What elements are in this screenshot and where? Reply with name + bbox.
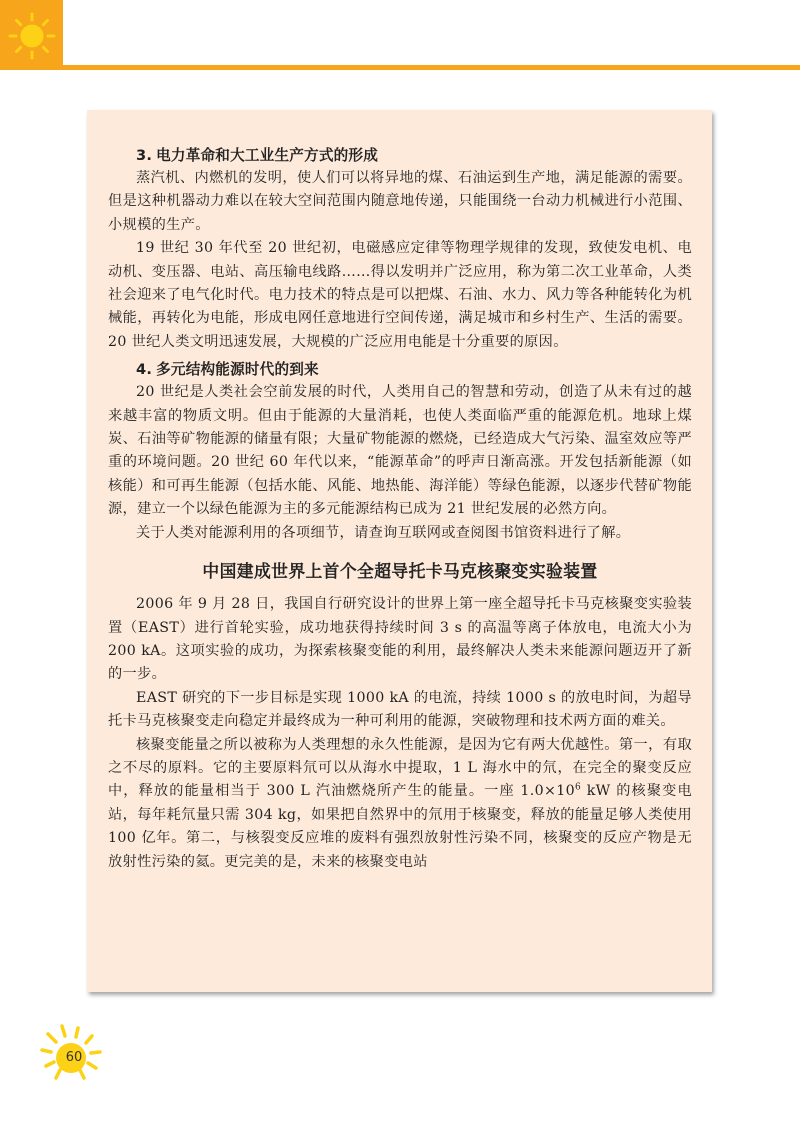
section-3-title: 电力革命和大工业生产方式的形成 [156, 147, 379, 164]
section-3-paragraph-2: 19 世纪 30 年代至 20 世纪初，电磁感应定律等物理学规律的发现，致使发电机、电动机、变压器、电站、高压输电线路……得以发明并广泛应用，称为第二次工业革命，人类社会迎来了电气化时代。电力技术的特点是可以把煤、石油、水力、风力等各种能转化为机械能，再转化为电能，形成电网任意地进行空间传递，满足城市和乡村生产、生活的需要。20 世纪人类文明迅速发展，大规模的广泛应用电能是十分重要的原因。 [108, 240, 692, 350]
section-4-number: 4. [136, 361, 153, 379]
section-4-heading [108, 358, 692, 381]
page-number: 60 [65, 1050, 83, 1065]
box-paragraph-2: EAST 研究的下一步目标是实现 1000 kA 的电流，持续 1000 s 的放电时间，为超导托卡马克核聚变走向稳定并最终成为一种可利用的能源，突破物理和技术两方面的难关。 [108, 689, 692, 730]
section-3-heading [108, 144, 692, 167]
box-paragraph-3-part-1: 核聚变能量之所以被称为人类理想的永久性能源，是因为它有两大优越性。第一，有取之不尽的原料。它的主要原料氘可以从海水中提取，1 L 海水中的氘，在完全的聚变反应中，释放的能量相当于 300 L 汽油燃烧所产生的能量。一座 1.0×10 [108, 736, 692, 800]
sun-icon [8, 12, 56, 60]
section-4-title: 多元结构能源时代的到来 [156, 361, 319, 379]
box-paragraph-3-part-2: kW 的核聚变电站，每年耗氘量只需 304 kg，如果把自然界中的氘用于核聚变，释放的能量足够人类使用 100 亿年。第二，与核裂变反应堆的废料有强烈放射性污染不同，核聚变的反应产物是无放射性污染的氦。更完美的是，未来的核聚变电站 [108, 783, 692, 870]
header-rule [63, 65, 800, 70]
box-paragraph-3-superscript: 6 [575, 782, 582, 793]
section-4-paragraph-2: 关于人类对能源利用的各项细节，请查询互联网或查阅图书馆资料进行了解。 [136, 524, 631, 541]
section-3-number: 3. [136, 147, 153, 164]
section-4-paragraph-1: 20 世纪是人类社会空前发展的时代，人类用自己的智慧和劳动，创造了从未有过的越来越丰富的物质文明。但由于能源的大量消耗，也使人类面临严重的能源危机。地球上煤炭、石油等矿物能源的储量有限；大量矿物能源的燃烧，已经造成大气污染、温室效应等严重的环境问题。20 世纪 60 年代以来，“能源革命”的呼声日渐高涨。开发包括新能源（如核能）和可再生能源（包括水能、风能、地热能、海洋能）等绿色能源，以逐步代替矿物能源，建立一个以绿色能源为主的多元能源结构已成为 21 世纪发展的必然方向。 [108, 384, 692, 518]
box-title: 中国建成世界上首个全超导托卡马克核聚变实验装置 [202, 561, 598, 582]
section-3-paragraph-1: 蒸汽机、内燃机的发明，使人们可以将异地的煤、石油运到生产地，满足能源的需要。但是这种机器动力难以在较大空间范围内随意地传递，只能围绕一台动力机械进行小范围、小规模的生产。 [108, 170, 692, 233]
box-paragraph-3 [108, 734, 692, 874]
box-paragraph-1: 2006 年 9 月 28 日，我国自行研究设计的世界上第一座全超导托卡马克核聚变实验装置（EAST）进行首轮实验，成功地获得持续时间 3 s 的高温等离子体放电，电流大小为 200 kA。这项实验的成功，为探索核聚变能的利用，最终解决人类未来能源问题迈开了新的一步。 [108, 596, 692, 683]
page-content [108, 140, 692, 874]
